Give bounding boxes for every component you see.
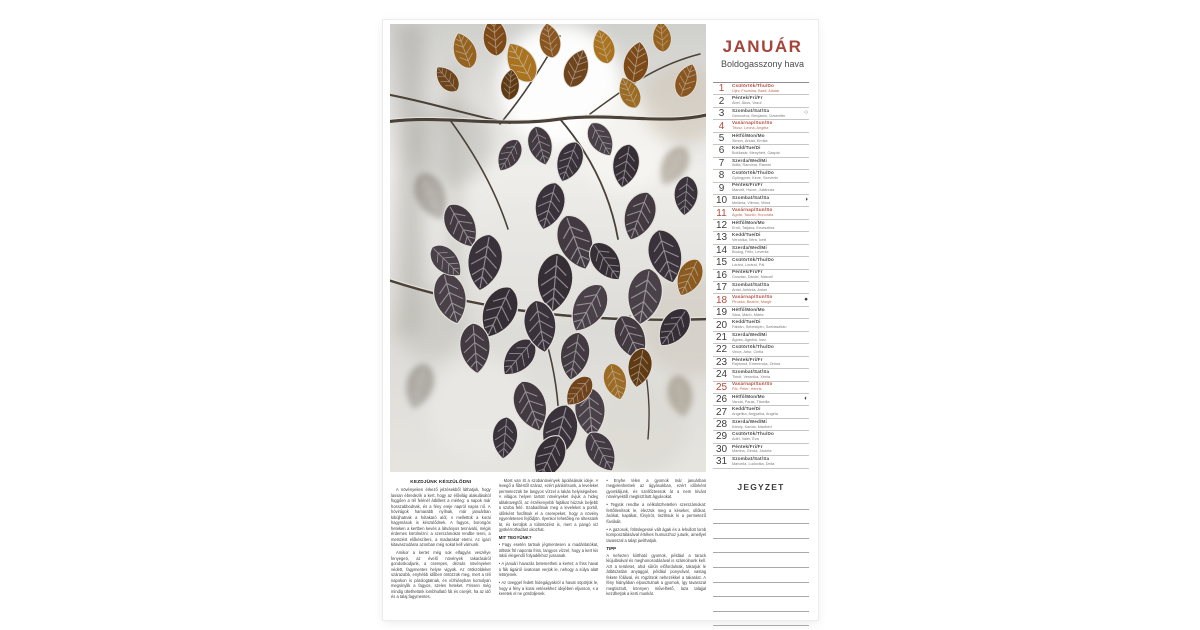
- article-column-1: [391, 478, 491, 614]
- day-number: 7: [718, 157, 725, 169]
- moon-phase-icon: ○: [804, 109, 808, 117]
- name-days: Antal, Antónia, Anton: [732, 287, 768, 292]
- name-days: Pál, Péter, Henrik: [732, 387, 762, 392]
- name-days: Vince, Artúr, Cintia: [732, 349, 764, 354]
- day-name: Hétfő/Mon/Mo: [732, 393, 765, 399]
- article-bullets-2: [499, 542, 599, 596]
- day-number: 31: [715, 456, 728, 468]
- day-texts: [730, 283, 799, 293]
- frosty-leaves-illustration: [390, 24, 706, 472]
- note-line: [713, 583, 809, 598]
- note-line: [713, 495, 809, 510]
- name-days: Ábel, Ákos, Vazul: [732, 101, 762, 106]
- calendar-day-row: [713, 369, 809, 381]
- article-bullet: • A gazosok, fölöslegessé vált ágak és a lehullott lomb komposztálásával értékes humuszhoz jutunk, amellyel tavasszal a talajt javíthatjuk.: [606, 526, 707, 543]
- article-paragraph: A növényeken érkező jelzésekből láthatjuk, hogy lassan ébredezik a kert, hogy az élővilág alakulásától függően a tél felénél átbillent a mérleg: a napok már hosszabbodnak, és a fény ereje napról napra nő. A hóvirágok hamarabb nyílnak, már januárban kibújhatnak a hótakaró alól, s mellettük a korai hagymások is készülődnek. A fagyos, borongós heteken a kertben kevés a látványos tennivaló, mégis érdemes körülnézni: a szerszámokat rendbe tenni, a metszést előkészíteni, a madarakat etetni. Az igazi kitavaszodásra azonban még sokat kell várnunk.: [391, 487, 491, 548]
- name-days: Simon, Árkád, Emília: [732, 138, 768, 143]
- day-number: 13: [715, 232, 728, 244]
- day-number: 2: [718, 95, 725, 107]
- name-days: Újév, Fruzsina, Bazil, Aladár: [732, 88, 780, 93]
- article-bullets-3: [606, 478, 706, 543]
- name-days: Adél, Valér, Éva: [732, 437, 759, 442]
- article-heading-1: KEZDJÜNK KÉSZÜLŐDNI: [410, 479, 472, 484]
- day-number: 6: [718, 145, 725, 157]
- day-name: Kedd/Tue/Di: [732, 319, 761, 325]
- frosty-leaves-photo: [390, 24, 706, 472]
- day-name: Szombat/Sat/Sa: [732, 369, 770, 374]
- note-line: [713, 597, 809, 612]
- article-tip-text: A nehezen kiirtható gyomok, például a tarack kiújulásával és meghonosodásával is számolnunk kell. Azt a területet, ahol sűrűn előfordulnak, takarjuk le átlátszatlan anyaggal, például ponyvával, vastag fekete fóliával, és rögzítsük nehezékkel a takarást. A fény hiányában elpusztulnak a gyomok, így tavasszal megtisztult, könnyen művelhető, laza talajjal kezdhetjük a kerti munkát.: [606, 552, 707, 597]
- calendar-day-row: [713, 158, 809, 170]
- calendar-day-row: [713, 456, 809, 468]
- notes-section: [713, 476, 809, 626]
- name-days: Ágnes, Agnéta, Inez: [732, 337, 766, 342]
- calendar-day-row: [713, 270, 809, 282]
- day-name: Szombat/Sat/Sa: [732, 456, 770, 461]
- day-texts: [730, 183, 799, 193]
- article-bullet: • Enyhe télen a gyomok már januárban megjelenhetnek az ágyásokban, ezért időnként gyomláljunk, és szellőztessük át a nem kívánt növényektől megtisztított ágyásokat.: [606, 478, 707, 500]
- day-number: 18: [715, 294, 728, 306]
- day-number: 22: [715, 344, 728, 356]
- name-days: Timót, Veronika, Xénia: [732, 374, 771, 379]
- day-number: 20: [715, 319, 728, 331]
- day-texts: [730, 196, 799, 206]
- article-column-2: [499, 478, 599, 614]
- day-number: 23: [715, 356, 728, 368]
- day-texts: [730, 445, 799, 455]
- day-name: Vasárnap/Sun/So: [732, 207, 773, 213]
- day-texts: [730, 420, 799, 430]
- calendar-day-row: [713, 133, 809, 145]
- name-days: Martina, Gerda, Jácinta: [732, 449, 772, 454]
- name-days: Veronika, Vera, Ivett: [732, 238, 766, 243]
- day-name: Péntek/Fri/Fr: [732, 443, 763, 449]
- day-number: 12: [715, 220, 728, 232]
- day-texts: [730, 233, 799, 243]
- day-texts: [730, 407, 799, 417]
- day-name: Szerda/Wed/Mi: [732, 244, 767, 250]
- day-texts: [730, 308, 799, 318]
- article-bullet: • A januári havazás betemetheti a kertet; a friss havat a fák ágairól óvatosan verjük le, nehogy a súlya alatt letörjenek.: [498, 561, 599, 578]
- calendar-day-row: [713, 406, 809, 418]
- day-number: 21: [715, 331, 728, 343]
- calendar-day-row: [713, 394, 809, 406]
- calendar-day-row: [713, 319, 809, 331]
- article-intro-2: Most van itt a szobanövények ápolásának ideje. A levegő a fűtéstől száraz, ezért párásítsunk, a leveleket permetezzük be langyos vízzel a lakás helyiségeiben. A világos helyen tartott növényeket óvjuk a hideg ablaküvegtől, az érzékenyebb fajtákat húzzuk beljebb a szoba felé. Szabadítsuk meg a leveleket a portól, időnként fordítsuk el a cserepeket, hogy a növény egyenletesen fejlődjön. Ilyenkor lehetőleg ne ültessünk át, és kerüljük a túlöntözést is, mert a pangó víz gyökérrothadást okozhat.: [498, 478, 599, 533]
- name-days: Fábián, Sebestyén, Szebasztián: [732, 325, 787, 330]
- day-texts: [730, 345, 799, 355]
- day-name: Vasárnap/Sun/So: [732, 294, 773, 300]
- day-texts: [730, 432, 799, 442]
- day-number: 25: [715, 381, 728, 393]
- day-number: 10: [715, 195, 728, 207]
- calendar-day-row: [713, 195, 809, 207]
- name-days: Genovéva, Benjámin, Dzsenifer: [732, 113, 786, 118]
- day-number: 15: [715, 257, 728, 269]
- day-number: 14: [715, 244, 728, 256]
- day-number: 26: [715, 394, 728, 406]
- calendar-day-row: [713, 444, 809, 456]
- note-line: [713, 524, 809, 539]
- name-days: Károly, Karola, Manfréd: [732, 424, 772, 429]
- day-name: Szerda/Wed/Mi: [732, 418, 767, 424]
- notes-lines: [713, 495, 809, 626]
- day-number: 17: [715, 282, 728, 294]
- name-days: Melánia, Vilmos, Vilma: [732, 200, 771, 205]
- day-number: 8: [718, 170, 725, 182]
- calendar-column: [713, 24, 812, 616]
- day-number: 19: [715, 307, 728, 319]
- calendar-day-row: [713, 419, 809, 431]
- day-number: 9: [718, 182, 725, 194]
- day-name: Hétfő/Mon/Mo: [732, 306, 765, 312]
- day-texts: [730, 246, 799, 256]
- name-days: Gusztáv, Dániel, Marcell: [732, 275, 773, 280]
- article-paragraph: Amikor a kertet még sok elfagyás veszélye fenyegeti, az évelő növények takarásáról gondoskodjunk, a cserepes, dézsás növényeket védett, fagymentes helyre vigyük. Az örökzöldeket szárazabb, enyhébb időben öntözzük meg, mert a téli napokon is párologtatnak, és vízhiányban komolyan megsínylik a fagyos, szeles heteket. Frissen még mindig ültethetünk lombhullató fát és cserjét, ha az idő és a talaj fagymentes.: [391, 550, 491, 599]
- name-days: Sára, Márió, Márta: [732, 312, 764, 317]
- day-number: 27: [715, 406, 728, 418]
- name-days: Ernő, Tatjána, Ernesztina: [732, 225, 775, 230]
- note-line: [713, 553, 809, 568]
- article-bullet: • Tegyük rendbe a nélkülözhetetlen szerszámokat: fertőtlenítsük le, élezzük meg a késeket, ollókat, ásókat, kapákat, fűnyírót, tisztítsuk ki a permetező fúvókáit.: [606, 502, 707, 524]
- calendar-day-row: [713, 220, 809, 232]
- day-texts: [730, 146, 799, 156]
- day-name: Csütörtök/Thu/Do: [732, 170, 774, 175]
- day-texts: [730, 84, 799, 94]
- day-texts: [730, 221, 799, 231]
- day-texts: [730, 395, 799, 405]
- calendar-day-row: [713, 294, 809, 306]
- name-days: Piroska, Beatrix, Margit: [732, 300, 772, 305]
- calendar-day-row: [713, 145, 809, 157]
- day-number: 11: [716, 207, 727, 219]
- day-name: Csütörtök/Thu/Do: [732, 83, 774, 88]
- day-texts: [730, 208, 799, 218]
- note-line: [713, 612, 809, 627]
- articles-section: [391, 478, 706, 614]
- day-number: 24: [715, 369, 728, 381]
- day-number: 30: [715, 443, 728, 455]
- calendar-day-row: [713, 170, 809, 182]
- day-texts: [730, 320, 799, 330]
- article-bullet: • Fagy esetén tartsuk jégmentesen a madáritatókat, töltsük föl naponta friss, langyos vízzel, hogy a kert kis lakói elegendő folyadékhoz jussanak.: [498, 542, 599, 559]
- day-name: Csütörtök/Thu/Do: [732, 257, 774, 262]
- day-name: Péntek/Fri/Fr: [732, 95, 763, 101]
- day-name: Vasárnap/Sun/So: [732, 120, 773, 126]
- note-line: [713, 510, 809, 525]
- day-texts: [730, 382, 799, 392]
- calendar-day-row: [713, 83, 809, 95]
- day-texts: [730, 295, 799, 305]
- day-name: Kedd/Tue/Di: [732, 406, 761, 412]
- day-name: Hétfő/Mon/Mo: [732, 219, 765, 225]
- article-heading-3: TIPP: [606, 545, 617, 551]
- day-name: Péntek/Fri/Fr: [732, 182, 763, 188]
- calendar-day-row: [713, 108, 809, 120]
- day-name: Szombat/Sat/Sa: [732, 282, 770, 287]
- day-number: 28: [715, 419, 728, 431]
- calendar-day-row: [713, 257, 809, 269]
- note-line: [713, 539, 809, 554]
- calendar-day-row: [713, 307, 809, 319]
- calendar-day-row: [713, 357, 809, 369]
- notes-title: JEGYZET: [737, 482, 785, 492]
- name-days: Titusz, Leona, Angéla: [732, 126, 769, 131]
- day-texts: [730, 134, 799, 144]
- month-subtitle: Boldogasszony hava: [720, 59, 805, 69]
- day-name: Szombat/Sat/Sa: [732, 194, 770, 200]
- calendar-day-row: [713, 344, 809, 356]
- day-number: 29: [715, 431, 728, 443]
- name-days: Bódog, Félix, Levente: [732, 250, 769, 255]
- day-texts: [730, 121, 799, 131]
- day-texts: [730, 358, 799, 368]
- name-days: Ágota, Tasziló, Honoráta: [732, 213, 774, 218]
- day-texts: [730, 109, 799, 119]
- day-number: 1: [718, 83, 725, 95]
- day-number: 5: [718, 132, 725, 144]
- name-days: Vanda, Paula, Titanilla: [732, 399, 770, 404]
- day-texts: [730, 159, 799, 169]
- day-name: Kedd/Tue/Di: [732, 232, 761, 238]
- moon-phase-icon: ◐: [804, 395, 808, 403]
- calendar-day-row: [713, 232, 809, 244]
- moon-phase-icon: ●: [804, 295, 808, 303]
- name-days: Rajmund, Emerencia, Zelma: [732, 362, 781, 367]
- day-texts: [730, 96, 799, 106]
- day-name: Szombat/Sat/Sa: [732, 107, 770, 113]
- calendar-day-row: [713, 382, 809, 394]
- day-name: Kedd/Tue/Di: [732, 145, 761, 151]
- day-number: 3: [718, 108, 725, 120]
- day-texts: [730, 370, 799, 380]
- name-days: Gyöngyvér, Keve, Szeverin: [732, 175, 778, 180]
- name-days: Lóránt, Loránd, Pál: [732, 262, 765, 267]
- name-days: Marcella, Ludovika, Delia: [732, 461, 775, 466]
- day-name: Hétfő/Mon/Mo: [732, 132, 765, 138]
- calendar-day-row: [713, 332, 809, 344]
- day-number: 16: [715, 269, 728, 281]
- day-name: Csütörtök/Thu/Do: [732, 344, 774, 350]
- name-days: Marcell, Hunor, Juliánusz: [732, 188, 775, 193]
- article-heading-2: MIT TEGYÜNK?: [498, 535, 532, 541]
- calendar-day-row: [713, 183, 809, 195]
- day-texts: [730, 333, 799, 343]
- day-name: Csütörtök/Thu/Do: [732, 431, 774, 437]
- day-name: Péntek/Fri/Fr: [732, 356, 763, 362]
- day-name: Szerda/Wed/Mi: [732, 331, 767, 337]
- day-texts: [730, 258, 799, 268]
- calendar-day-row: [713, 120, 809, 132]
- calendar-sheet: [383, 20, 818, 620]
- calendar-day-row: [713, 245, 809, 257]
- day-number: 4: [718, 120, 725, 132]
- note-line: [713, 568, 809, 583]
- article-body-1: [391, 487, 491, 599]
- day-texts: [730, 270, 799, 280]
- day-name: Vasárnap/Sun/So: [732, 381, 773, 387]
- article-column-3: [606, 478, 706, 614]
- calendar-day-row: [713, 95, 809, 107]
- day-texts: [730, 171, 799, 181]
- name-days: Attila, Ramóna, Ramón: [732, 163, 772, 168]
- day-name: Szerda/Wed/Mi: [732, 157, 767, 163]
- article-bullet: • Az üveggel fedett hidegágyakról a havat söpörjük le, hogy a fény a korai vetésekhez idejében eljusson, s a keretek el ne gördüljenek.: [498, 580, 599, 597]
- calendar-day-list: [713, 82, 809, 469]
- name-days: Angelika, Angyalka, Angéla: [732, 412, 778, 417]
- month-title: JANUÁR: [722, 37, 803, 56]
- calendar-day-row: [713, 207, 809, 219]
- name-days: Boldizsár, Menyhért, Gáspár: [732, 150, 780, 155]
- day-name: Péntek/Fri/Fr: [732, 269, 763, 275]
- calendar-day-row: [713, 282, 809, 294]
- calendar-day-row: [713, 431, 809, 443]
- moon-phase-icon: ◑: [804, 196, 808, 204]
- day-texts: [730, 457, 799, 467]
